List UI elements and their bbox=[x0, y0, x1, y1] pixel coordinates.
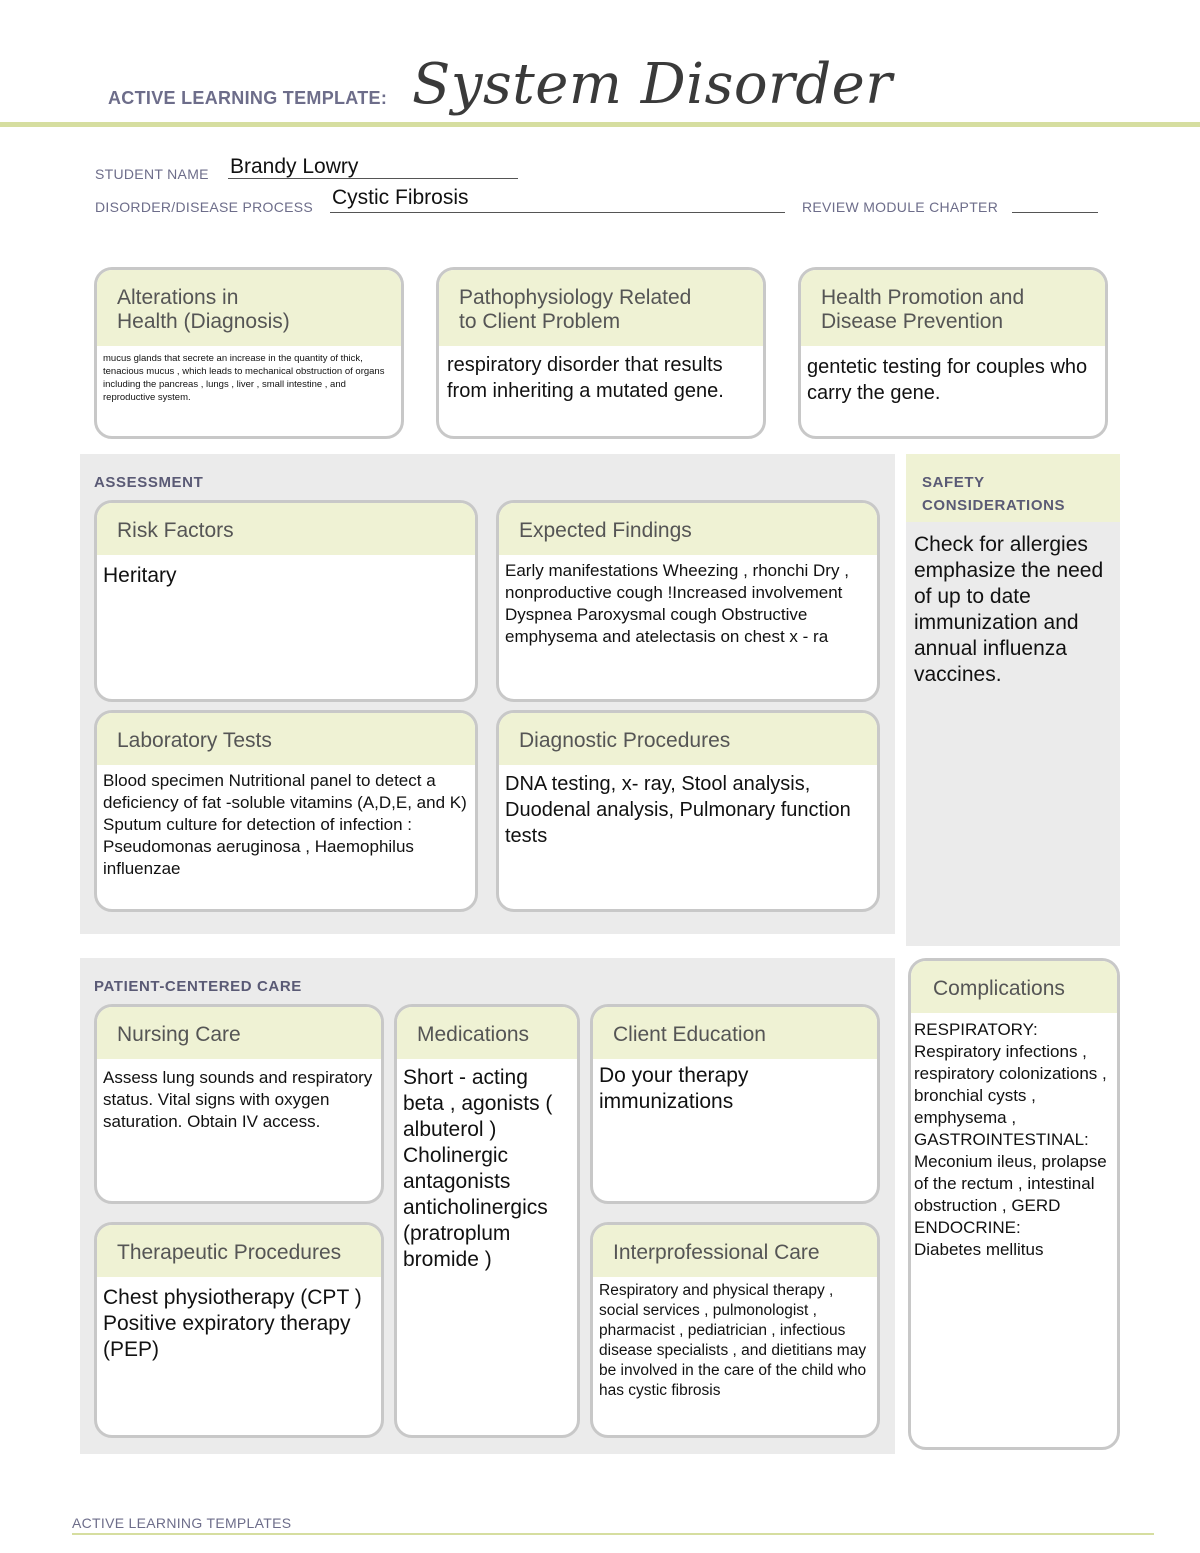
pathophysiology-title-line1: Pathophysiology Related bbox=[459, 286, 692, 309]
medications-card bbox=[394, 1004, 580, 1438]
footer-divider bbox=[72, 1533, 1154, 1535]
laboratory-tests-header: Laboratory Tests bbox=[97, 713, 475, 765]
diagnostic-procedures-header: Diagnostic Procedures bbox=[499, 713, 877, 765]
complications-endocrine-body: Diabetes mellitus bbox=[914, 1240, 1044, 1259]
review-module-label: REVIEW MODULE CHAPTER bbox=[802, 199, 999, 215]
pathophysiology-header bbox=[439, 270, 763, 346]
safety-header bbox=[906, 454, 1120, 522]
complications-gi-body: Meconium ileus, prolapse of the rectum , intestinal obstruction , GERD bbox=[914, 1152, 1107, 1215]
safety-title-line1: SAFETY bbox=[922, 474, 985, 491]
student-name-value[interactable]: Brandy Lowry bbox=[230, 155, 359, 178]
review-module-underline[interactable] bbox=[1012, 212, 1098, 213]
assessment-panel bbox=[80, 454, 895, 934]
complications-endocrine-label: ENDOCRINE: bbox=[914, 1218, 1021, 1237]
student-name-underline bbox=[228, 178, 518, 179]
alterations-body[interactable]: mucus glands that secrete an increase in the quantity of thick, tenacious mucus , which leads to mechanical obstruction of organs including the pancreas , lungs , liver , small intestine , and reproductive system. bbox=[103, 353, 385, 403]
interprofessional-care-card bbox=[590, 1222, 880, 1438]
safety-body[interactable]: Check for allergies emphasize the need of up to date immunization and annual influenza vaccines. bbox=[914, 533, 1104, 686]
health-promotion-card bbox=[798, 267, 1108, 439]
expected-findings-body[interactable]: Early manifestations Wheezing , rhonchi Dry , nonproductive cough !Increased involvement Dyspnea Paroxysmal cough Obstructive emphysema and atelectasis on chest x - ra bbox=[505, 561, 849, 646]
health-promotion-header bbox=[801, 270, 1105, 346]
patient-centered-care-title: PATIENT-CENTERED CARE bbox=[94, 978, 302, 995]
therapeutic-procedures-line1: Chest physiotherapy (CPT ) bbox=[103, 1286, 362, 1309]
expected-findings-card bbox=[496, 500, 880, 702]
alterations-title-line1: Alterations in bbox=[117, 286, 239, 309]
complications-card bbox=[908, 958, 1120, 1450]
assessment-title: ASSESSMENT bbox=[94, 474, 204, 491]
therapeutic-procedures-body[interactable] bbox=[97, 1277, 381, 1363]
client-education-card bbox=[590, 1004, 880, 1204]
expected-findings-header: Expected Findings bbox=[499, 503, 877, 555]
nursing-care-body[interactable]: Assess lung sounds and respiratory status. Vital signs with oxygen saturation. Obtain IV access. bbox=[103, 1068, 373, 1131]
pathophysiology-title-line2: to Client Problem bbox=[459, 310, 621, 333]
disorder-label: DISORDER/DISEASE PROCESS bbox=[95, 199, 314, 215]
template-title: System Disorder bbox=[412, 52, 893, 117]
diagnostic-procedures-card bbox=[496, 710, 880, 912]
laboratory-tests-body[interactable]: Blood specimen Nutritional panel to detect a deficiency of fat -soluble vitamins (A,D,E, and K) Sputum culture for detection of infection : Pseudomonas aeruginosa , Haemophilus influenzae bbox=[103, 771, 467, 878]
complications-body[interactable] bbox=[911, 1013, 1117, 1261]
therapeutic-procedures-header: Therapeutic Procedures bbox=[97, 1225, 381, 1277]
template-label: ACTIVE LEARNING TEMPLATE: bbox=[108, 88, 388, 108]
health-promotion-title-line2: Disease Prevention bbox=[821, 310, 1004, 333]
complications-respiratory-label: RESPIRATORY: bbox=[914, 1020, 1038, 1039]
health-promotion-title-line1: Health Promotion and bbox=[821, 286, 1025, 309]
nursing-care-header: Nursing Care bbox=[97, 1007, 381, 1059]
interprofessional-care-body[interactable]: Respiratory and physical therapy , social services , pulmonologist , pharmacist , pediatrician , infectious disease specialists , and dietitians may be involved in the care of the child who has cystic fibrosis bbox=[599, 1282, 867, 1399]
interprofessional-care-header: Interprofessional Care bbox=[593, 1225, 877, 1277]
complications-header: Complications bbox=[911, 961, 1117, 1013]
complications-respiratory-body: Respiratory infections , respiratory colonizations , bronchial cysts , emphysema , bbox=[914, 1042, 1107, 1127]
client-education-body[interactable]: Do your therapy immunizations bbox=[599, 1064, 749, 1113]
disorder-underline bbox=[330, 212, 785, 213]
diagnostic-procedures-body[interactable]: DNA testing, x- ray, Stool analysis, Duodenal analysis, Pulmonary function tests bbox=[505, 773, 851, 847]
patient-centered-care-panel bbox=[80, 958, 895, 1454]
header-divider bbox=[0, 122, 1200, 127]
risk-factors-card bbox=[94, 500, 478, 702]
therapeutic-procedures-line2: Positive expiratory therapy (PEP) bbox=[103, 1312, 351, 1361]
health-promotion-body[interactable]: gentetic testing for couples who carry the gene. bbox=[807, 356, 1088, 404]
student-name-label: STUDENT NAME bbox=[95, 166, 209, 182]
alterations-header bbox=[97, 270, 401, 346]
disorder-value[interactable]: Cystic Fibrosis bbox=[332, 186, 469, 209]
therapeutic-procedures-card bbox=[94, 1222, 384, 1438]
laboratory-tests-card bbox=[94, 710, 478, 912]
footer-label: ACTIVE LEARNING TEMPLATES bbox=[72, 1515, 292, 1531]
alterations-title-line2: Health (Diagnosis) bbox=[117, 310, 290, 333]
pathophysiology-card bbox=[436, 267, 766, 439]
nursing-care-card bbox=[94, 1004, 384, 1204]
safety-title-line2: CONSIDERATIONS bbox=[922, 497, 1066, 514]
medications-header: Medications bbox=[397, 1007, 577, 1059]
alterations-card bbox=[94, 267, 404, 439]
medications-body[interactable]: Short - acting beta , agonists ( albuterol ) Cholinergic antagonists anticholinergics (pratroplum bromide ) bbox=[403, 1066, 553, 1271]
safety-panel bbox=[906, 454, 1120, 946]
risk-factors-header: Risk Factors bbox=[97, 503, 475, 555]
risk-factors-body[interactable]: Heritary bbox=[103, 564, 177, 587]
client-education-header: Client Education bbox=[593, 1007, 877, 1059]
complications-gi-label: GASTROINTESTINAL: bbox=[914, 1130, 1089, 1149]
pathophysiology-body[interactable]: respiratory disorder that results from inheriting a mutated gene. bbox=[447, 354, 724, 402]
